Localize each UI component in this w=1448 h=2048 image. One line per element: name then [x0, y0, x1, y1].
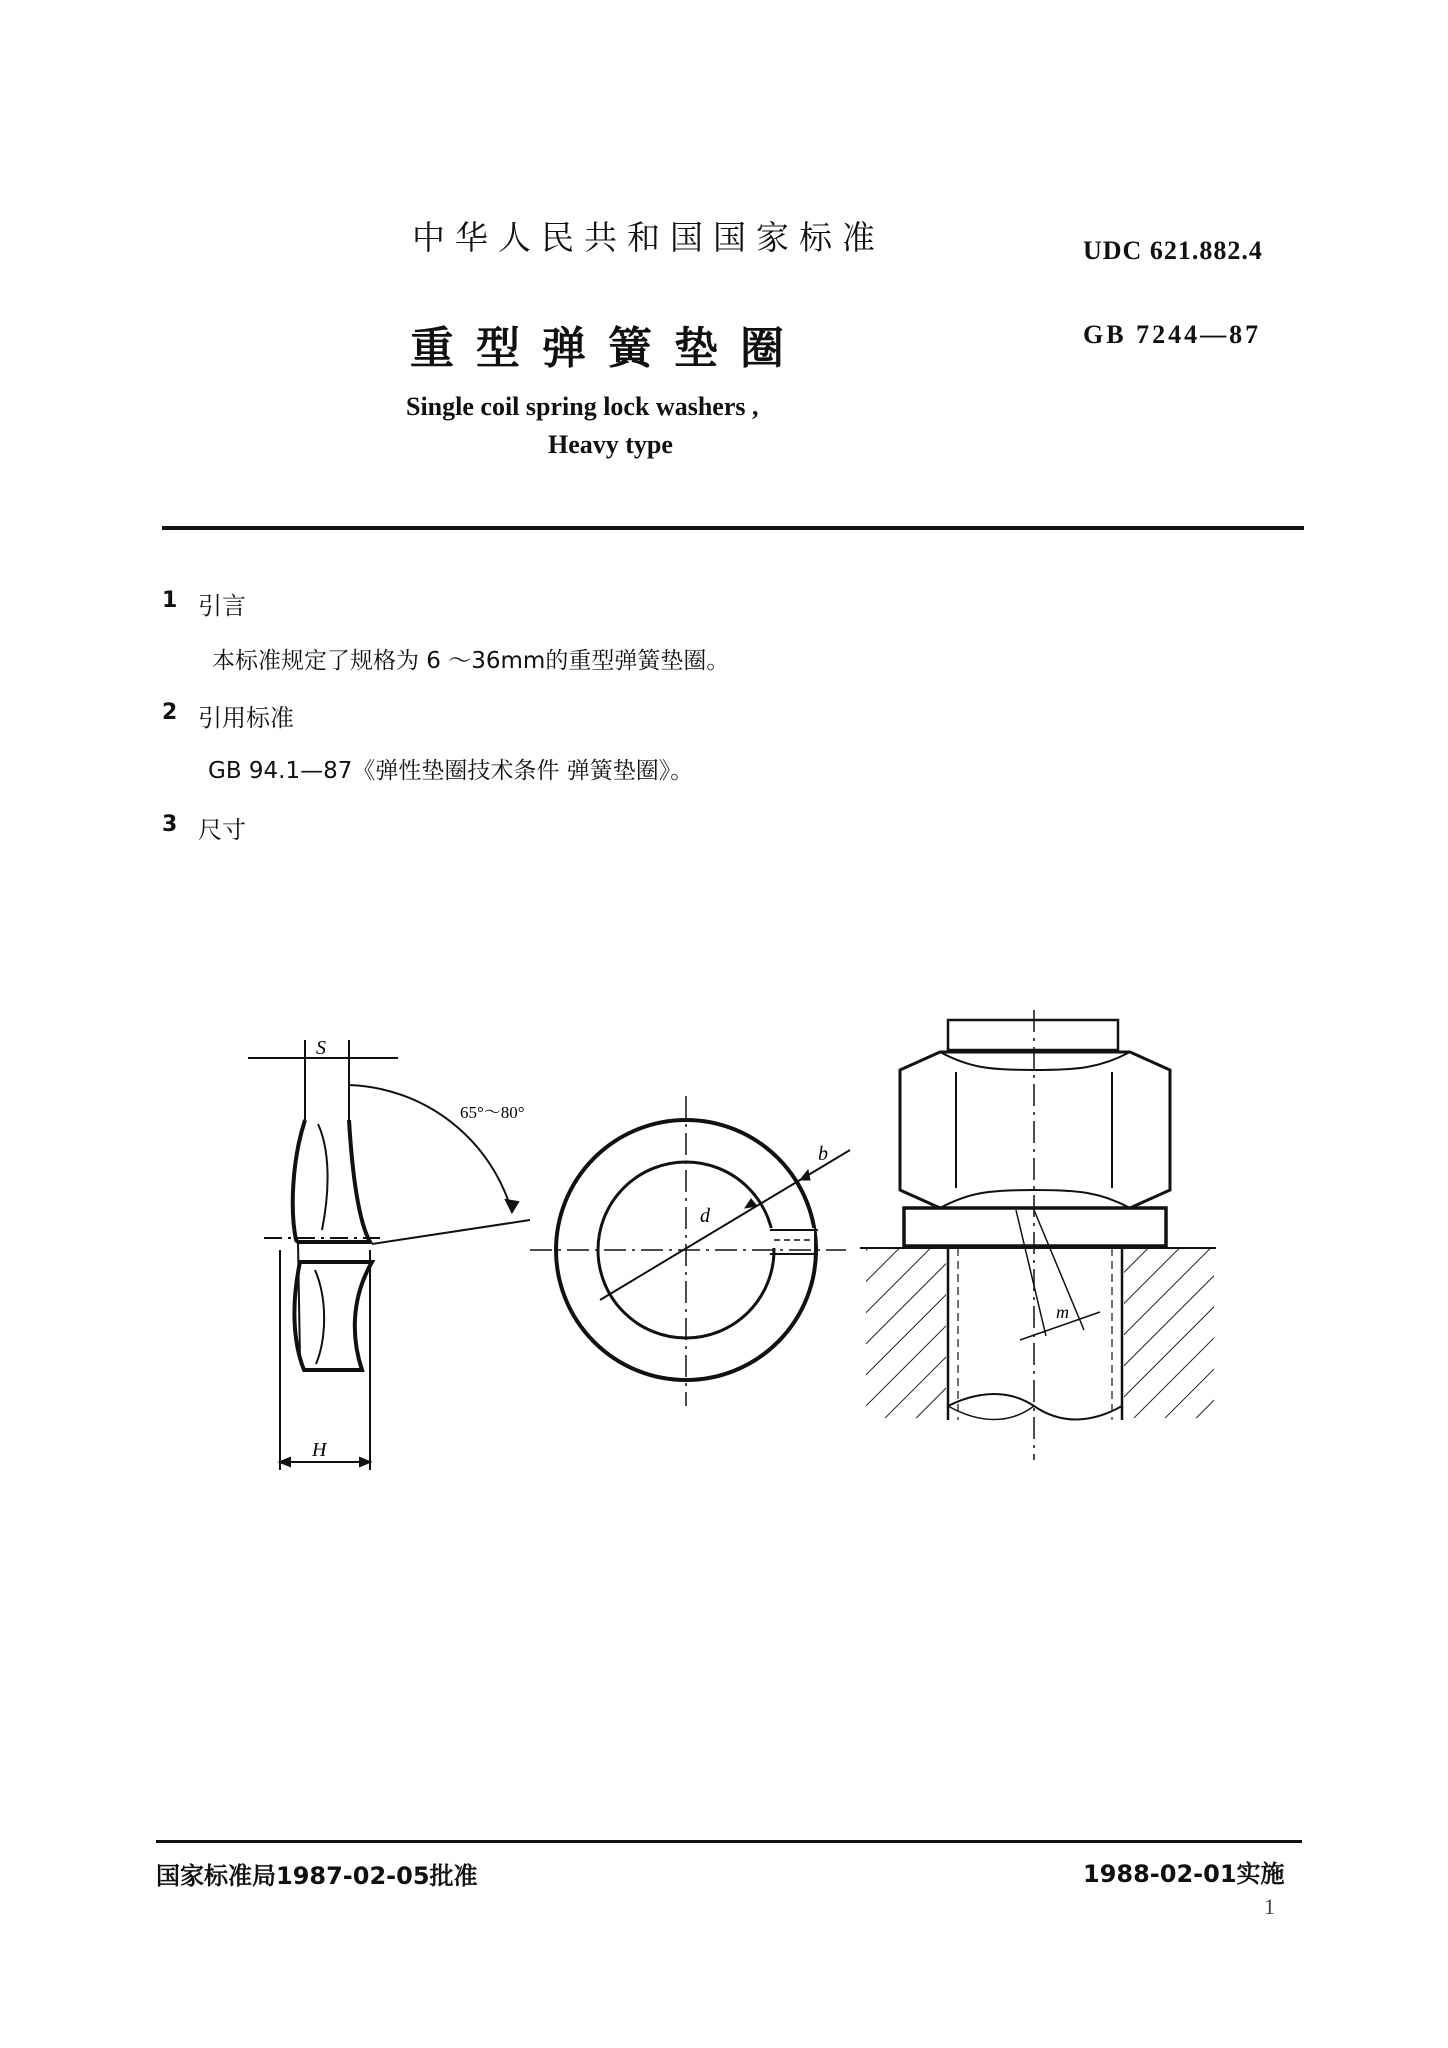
section-2-title: 引用标准 [198, 704, 294, 732]
section-3-title: 尺寸 [198, 816, 246, 844]
label-d: d [700, 1205, 710, 1227]
label-m: m [1056, 1302, 1069, 1322]
udc-code: UDC 621.882.4 [1083, 236, 1263, 265]
label-angle: 65°～80° [460, 1103, 525, 1122]
section-1-text: 本标准规定了规格为 6 ～36mm的重型弹簧垫圈。 [212, 648, 730, 674]
approval-date: 国家标准局1987-02-05批准 [156, 1862, 478, 1890]
assembly-view [860, 1010, 1216, 1460]
standard-number: GB 7244—87 [1083, 320, 1262, 349]
section-2-number: 2 [162, 700, 178, 725]
english-title-line1: Single coil spring lock washers , [406, 392, 759, 421]
section-1-number: 1 [162, 588, 178, 613]
label-h: H [312, 1439, 327, 1461]
section-2-text: GB 94.1—87《弹性垫圈技术条件 弹簧垫圈》。 [208, 758, 694, 784]
section-3-number: 3 [162, 812, 178, 837]
issuing-org: 中华人民共和国国家标准 [412, 218, 885, 257]
footer-rule [156, 1840, 1302, 1843]
section-1-title: 引言 [198, 592, 246, 620]
document-title: 重型弹簧垫圈 [410, 323, 806, 374]
english-title-line2: Heavy type [548, 430, 673, 459]
page-number: 1 [1264, 1894, 1275, 1919]
label-b: b [818, 1143, 828, 1165]
label-s: S [316, 1037, 326, 1059]
washer-front-view [530, 1096, 850, 1406]
effective-date: 1988-02-01实施 [1083, 1860, 1285, 1888]
